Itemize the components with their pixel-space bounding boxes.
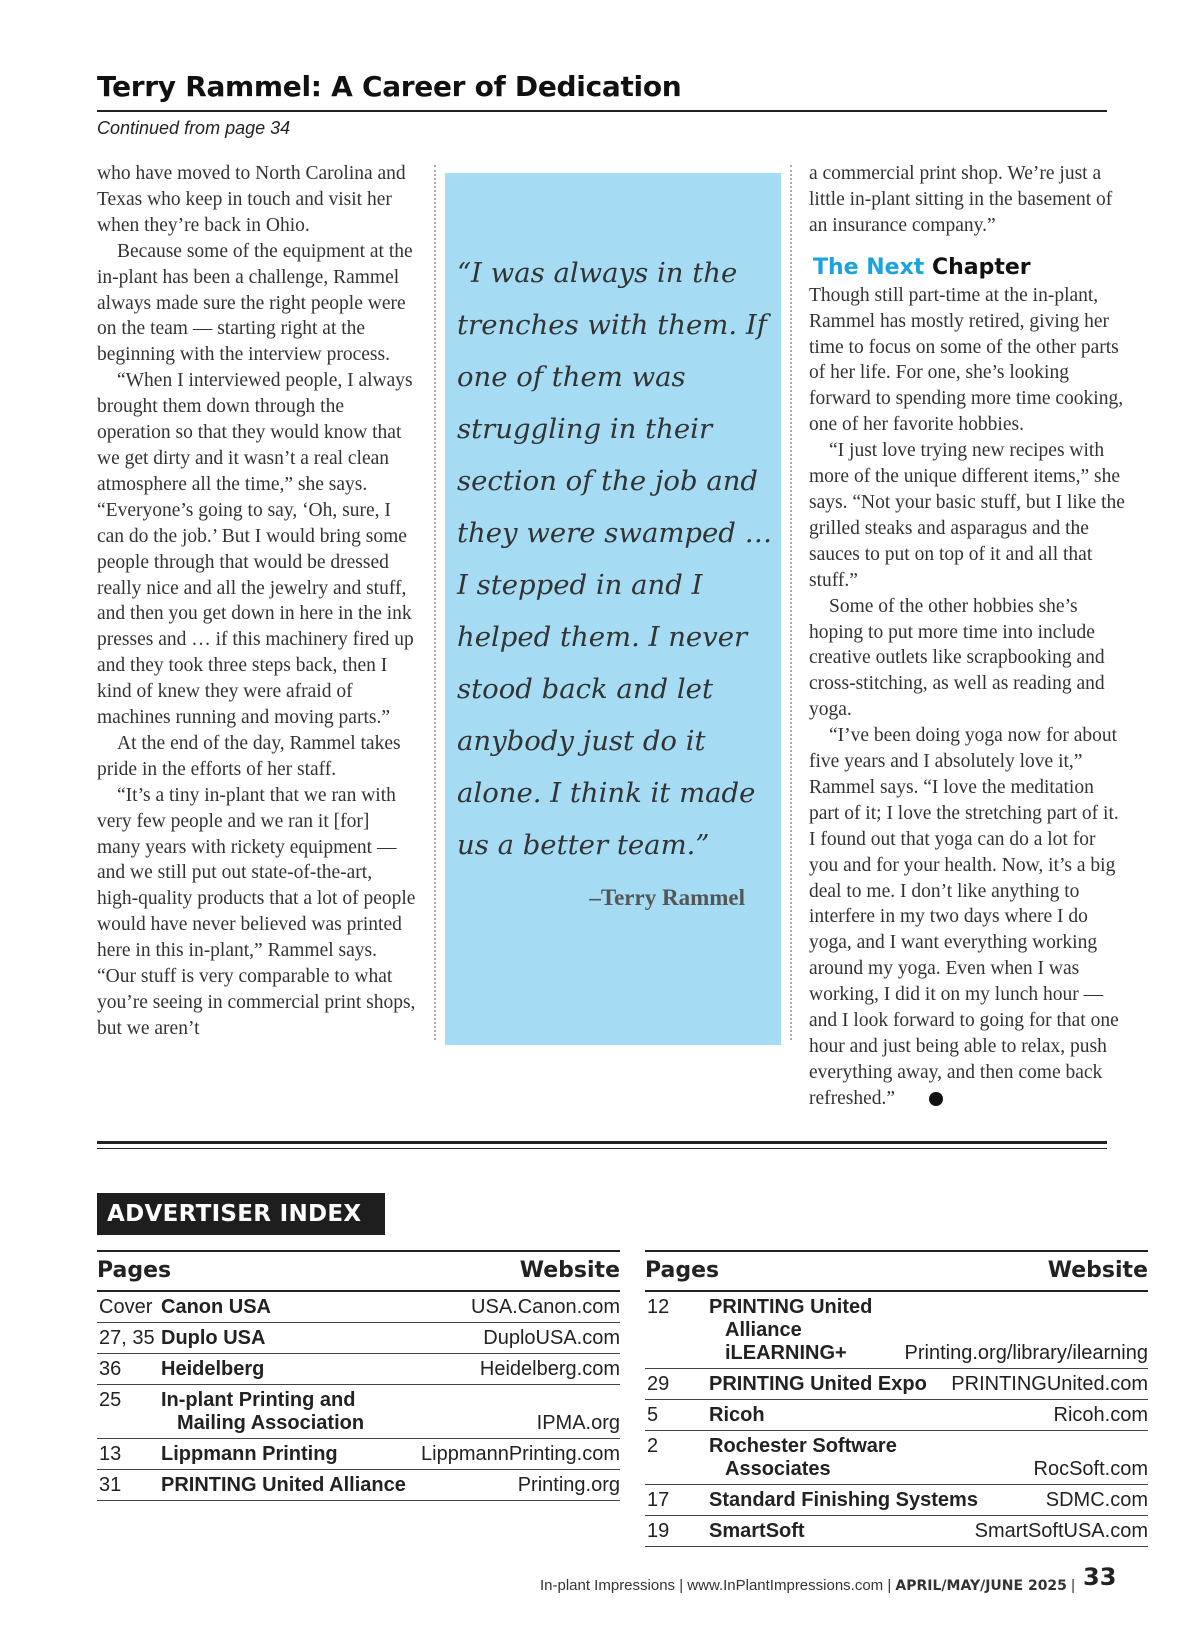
advertiser-name-line: In-plant Printing and [161,1389,356,1411]
advertiser-row [645,1369,1148,1400]
advertiser-row [645,1431,1148,1485]
col3-lead-paragraph: a commercial print shop. We’re just a little in-plant sitting in the basement of an insurance company.” [809,163,1113,236]
section-heading-accent: The Next [813,254,925,280]
advertiser-website-link[interactable]: SmartSoftUSA.com [974,1520,1148,1542]
advertiser-website-link[interactable]: DuploUSA.com [483,1327,620,1349]
advertiser-name-line: Associates [725,1458,831,1480]
advertiser-name-line: Ricoh [709,1404,765,1426]
advertiser-row [97,1354,620,1385]
section-divider [97,1141,1107,1144]
advertiser-pages: 25 [99,1389,122,1411]
col1-paragraph: who have moved to North Carolina and Texas who keep in touch and visit her when they’re back in Ohio. [97,163,406,236]
advertiser-name-line: Alliance iLEARNING+ [725,1319,847,1364]
advertiser-name-line: Mailing Association [177,1412,365,1434]
footer-separator: | [1071,1577,1075,1594]
advertiser-name-line: Standard Finishing Systems [709,1489,978,1511]
col1-paragraph: “It’s a tiny in-plant that we ran with very few people and we ran it [for] many years with rickety equipment — and we still put out state-of-the-art, high-quality products that a lot of people would have never believed was printed here in this in-plant,” Rammel says. “Our stuff is very comparable to what you’re seeing in commercial print shops, but we aren’t [97,784,416,1039]
advertiser-row [645,1485,1148,1516]
article-headline: Terry Rammel: A Career of Dedication [97,70,682,103]
col1-paragraph: Because some of the equipment at the in-plant has been a challenge, Rammel always made sure the right people were on the team — starting right at the beginning with the interview process. [97,240,413,366]
advertiser-name [709,1373,951,1396]
advertiser-row [645,1400,1148,1431]
advertiser-name-line: Lippmann Printing [161,1443,338,1465]
advertiser-name [161,1358,480,1381]
section-divider [97,1148,1107,1149]
end-of-article-bullet-icon [929,1092,943,1106]
headline-rule [97,110,1107,112]
col3-paragraph: Though still part-time at the in-plant, Rammel has mostly retired, giving her time to focus on some of the other parts of her life. For one, she’s looking forward to spending more time cooking, one of her favorite hobbies. [809,284,1124,436]
advertiser-name-line: Duplo USA [161,1327,266,1349]
advertiser-website-link[interactable]: USA.Canon.com [471,1296,620,1318]
advertiser-name [161,1389,537,1435]
advertiser-name-line: Heidelberg [161,1358,265,1380]
advertiser-pages: 17 [647,1489,670,1511]
section-heading [813,253,1129,283]
advertiser-row [97,1439,620,1470]
col3-paragraph: “I just love trying new recipes with more of the unique different items,” she says. “Not your basic stuff, but I like the grilled steaks and asparagus and the sauces to put on top of it and all that stuff.” [809,440,1125,591]
advertiser-index-title: ADVERTISER INDEX [97,1193,385,1235]
continued-from-note: Continued from page 34 [97,118,291,138]
advertiser-pages: Cover [99,1296,153,1318]
col3-paragraph: Some of the other hobbies she’s hoping to put more time into include creative outlets like scrapbooking and cross-stitching, as well as reading and yoga. [809,595,1105,721]
page-number: 33 [1083,1563,1117,1591]
footer-publication: In-plant Impressions | www.InPlantImpressions.com | [539,1577,892,1594]
footer-publication-line [540,1577,1075,1594]
header-pages: Pages [97,1258,172,1283]
advertiser-pages: 36 [99,1358,122,1380]
article-column-1 [97,161,417,1042]
advertiser-pages: 5 [647,1404,659,1426]
column-divider [434,165,436,1040]
advertiser-pages: 27, 35 [99,1327,155,1349]
advertiser-name-line: PRINTING United Alliance [161,1474,406,1496]
advertiser-pages: 31 [99,1474,122,1496]
advertiser-name [161,1443,421,1466]
advertiser-website-link[interactable]: SDMC.com [1045,1489,1148,1511]
advertiser-name [161,1296,471,1319]
advertiser-row [97,1292,620,1323]
advertiser-pages: 13 [99,1443,122,1465]
advertiser-row [97,1470,620,1501]
advertiser-website-link[interactable]: LippmannPrinting.com [421,1443,620,1465]
advertiser-row [645,1516,1148,1547]
article-column-3 [809,161,1129,1112]
advertiser-row [97,1385,620,1439]
pull-quote-attribution: –Terry Rammel [589,885,745,910]
column-divider [790,165,792,1040]
advertiser-pages: 19 [647,1520,670,1542]
advertiser-table-header [645,1250,1148,1292]
advertiser-website-link[interactable]: IPMA.org [536,1412,620,1434]
advertiser-name [161,1474,518,1497]
advertiser-name-line: PRINTING United Expo [709,1373,927,1395]
advertiser-name [161,1327,483,1350]
advertiser-website-link[interactable]: Printing.org/library/ilearning [904,1342,1148,1364]
col3-paragraph: “I’ve been doing yoga now for about five years and I absolutely love it,” Rammel says. “I love the meditation part of it; I love the stretching part of it. I found out that yoga can do a lot for you and for your health. Now, it’s a big deal to me. I don’t like anything to interfere in my two days where I do yoga, and I want everything working around my yoga. Even when I was working, I did it on my lunch hour — and I look forward to going for that one hour and just being able to relax, push everything away, and then come back refreshed.” [809,725,1119,1109]
pull-quote-text: “I was always in the trenches with them. If one of them was struggling in their section of the job and they were swamped … I stepped in and I helped them. I never stood back and let anybody just do it alone. I think it made us a better team.” [457,257,773,861]
pull-quote-box [445,173,781,1045]
advertiser-name [709,1435,1034,1481]
advertiser-name-line: PRINTING United [709,1296,873,1318]
header-website: Website [1047,1258,1148,1283]
advertiser-name [709,1520,975,1543]
advertiser-name [709,1489,1046,1512]
advertiser-website-link[interactable]: Heidelberg.com [479,1358,620,1380]
advertiser-table-left [97,1250,620,1501]
advertiser-website-link[interactable]: RocSoft.com [1033,1458,1148,1480]
advertiser-name [709,1404,1054,1427]
advertiser-website-link[interactable]: Printing.org [517,1474,620,1496]
col1-paragraph: “When I interviewed people, I always brought them down through the operation so that they would know that we get dirty and it wasn’t a real clean atmosphere all the time,” she says. “Everyone’s going to say, ‘Oh, sure, I can do the job.’ But I would bring some people through that would be dressed really nice and all the jewelry and stuff, and then you get down in here in the ink presses and … if this machinery fired up and they took three steps back, then I kind of knew they were afraid of machines running and moving parts.” [97,370,414,729]
advertiser-website-link[interactable]: Ricoh.com [1053,1404,1148,1426]
advertiser-pages: 29 [647,1373,670,1395]
advertiser-name-line: Canon USA [161,1296,271,1318]
advertiser-website-link[interactable]: PRINTINGUnited.com [951,1373,1148,1395]
advertiser-pages: 12 [647,1296,670,1318]
advertiser-row [645,1292,1148,1369]
header-pages: Pages [645,1258,720,1283]
section-heading-main: Chapter [931,254,1031,280]
header-website: Website [519,1258,620,1283]
advertiser-row [97,1323,620,1354]
col1-paragraph: At the end of the day, Rammel takes pride in the efforts of her staff. [97,732,401,780]
advertiser-pages: 2 [647,1435,659,1457]
advertiser-name [709,1296,905,1365]
advertiser-table-header [97,1250,620,1292]
advertiser-table-right [645,1250,1148,1547]
footer-issue: APRIL/MAY/JUNE 2025 [895,1578,1067,1594]
advertiser-name-line: Rochester Software [709,1435,897,1457]
advertiser-name-line: SmartSoft [709,1520,805,1542]
